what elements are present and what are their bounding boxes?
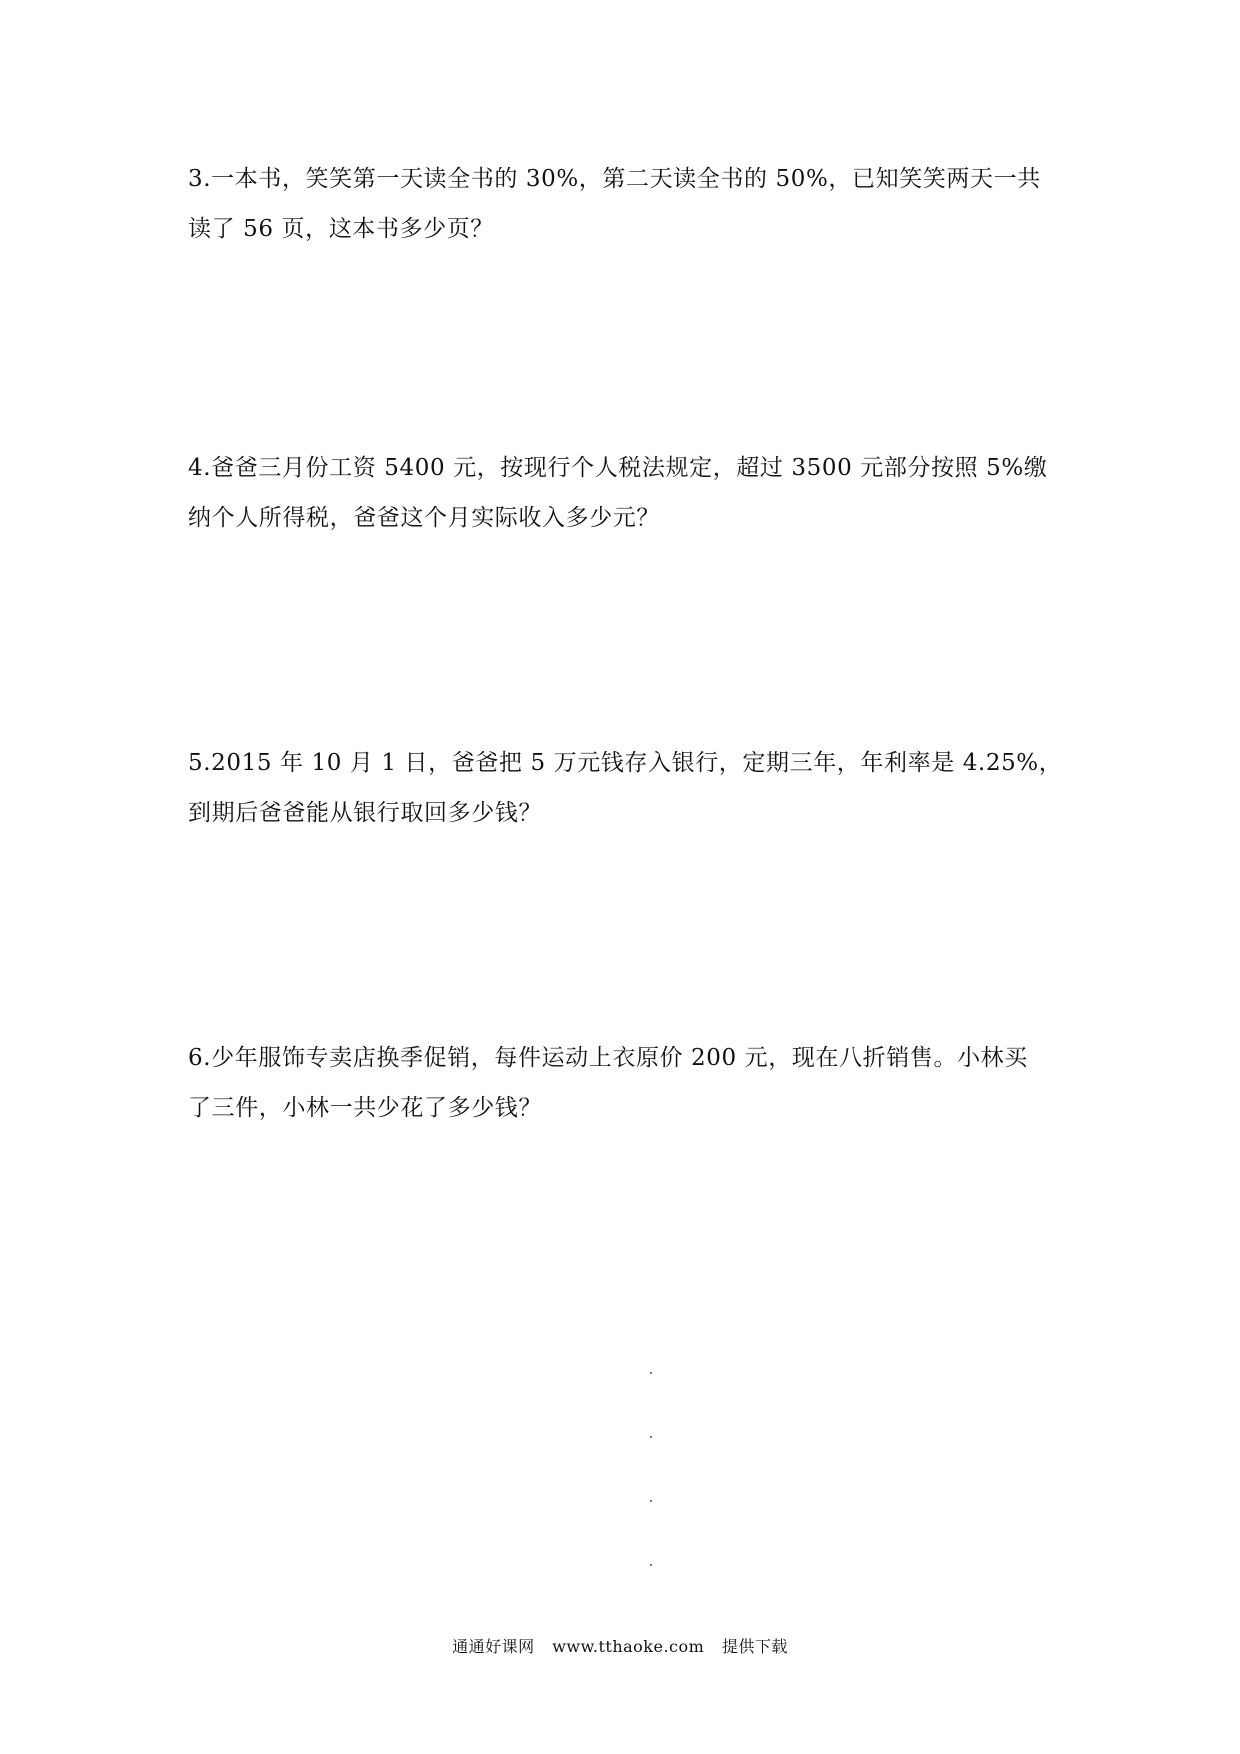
page-footer: [0, 1634, 1240, 1657]
scan-dot: [650, 1500, 652, 1502]
footer-url: www.tthaoke.com: [552, 1637, 705, 1656]
question-3-line-2: 读了 56 页，这本书多少页？: [188, 216, 494, 242]
question-3: [188, 154, 1068, 254]
scan-dot: [650, 1372, 652, 1374]
footer-site-name: 通通好课网: [452, 1637, 535, 1656]
scan-dot: [650, 1564, 652, 1566]
question-6-line-2: 了三件，小林一共少花了多少钱？: [188, 1095, 542, 1121]
question-6-line-1: 6.少年服饰专卖店换季促销，每件运动上衣原价 200 元，现在八折销售。小林买: [188, 1045, 1028, 1071]
question-4-line-2: 纳个人所得税，爸爸这个月实际收入多少元？: [188, 505, 660, 531]
question-4: [188, 443, 1068, 543]
question-6: [188, 1033, 1068, 1133]
question-5-line-1: 5.2015 年 10 月 1 日，爸爸把 5 万元钱存入银行，定期三年，年利率是 4.25%，: [188, 750, 1063, 776]
footer-note: 提供下载: [721, 1637, 788, 1656]
question-5-line-2: 到期后爸爸能从银行取回多少钱？: [188, 800, 542, 826]
question-4-line-1: 4.爸爸三月份工资 5400 元，按现行个人税法规定，超过 3500 元部分按照 5%缴: [188, 455, 1048, 481]
scan-dot: [650, 1436, 652, 1438]
question-3-line-1: 3.一本书，笑笑第一天读全书的 30%，第二天读全书的 50%，已知笑笑两天一共: [188, 166, 1041, 192]
question-5: [188, 738, 1068, 838]
